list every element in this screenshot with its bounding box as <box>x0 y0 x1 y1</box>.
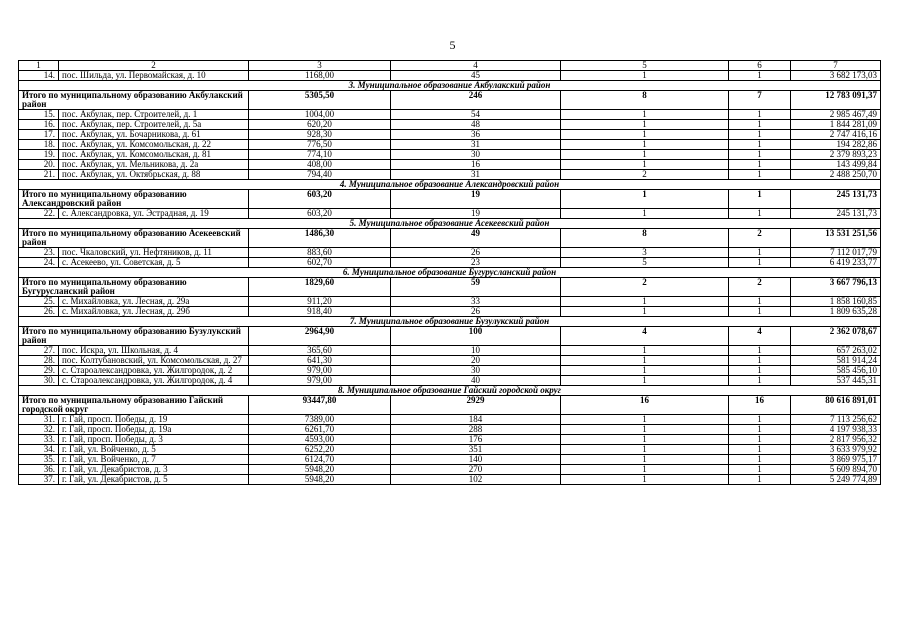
count-cell: 1 <box>561 425 729 435</box>
area-cell: 93447,80 <box>249 396 391 415</box>
count-cell: 1 <box>729 445 791 455</box>
subtotal-row <box>19 327 881 346</box>
area-cell: 911,20 <box>249 297 391 307</box>
row-number: 19. <box>19 150 59 160</box>
area-cell: 5948,20 <box>249 475 391 485</box>
count-cell: 1 <box>729 356 791 366</box>
housing-table <box>18 60 881 485</box>
address-cell: г. Гай, ул. Войченко, д. 7 <box>59 455 249 465</box>
count-cell: 2 <box>561 170 729 180</box>
section-heading-row <box>19 317 881 327</box>
count-cell: 1 <box>729 209 791 219</box>
people-cell: 48 <box>391 120 561 130</box>
address-cell: пос. Акбулак, пер. Строителей, д. 1 <box>59 110 249 120</box>
area-cell: 6124,70 <box>249 455 391 465</box>
section-heading-row <box>19 219 881 229</box>
address-cell: пос. Искра, ул. Школьная, д. 4 <box>59 346 249 356</box>
column-number: 6 <box>729 61 791 71</box>
amount-cell: 4 197 938,33 <box>791 425 881 435</box>
people-cell: 54 <box>391 110 561 120</box>
count-cell: 1 <box>729 435 791 445</box>
amount-cell: 2 985 467,49 <box>791 110 881 120</box>
amount-cell: 194 282,86 <box>791 140 881 150</box>
column-number: 3 <box>249 61 391 71</box>
amount-cell: 1 858 160,85 <box>791 297 881 307</box>
count-cell: 1 <box>729 130 791 140</box>
count-cell: 4 <box>561 327 729 346</box>
people-cell: 30 <box>391 366 561 376</box>
row-number: 24. <box>19 258 59 268</box>
address-cell: с. Александровка, ул. Эстрадная, д. 19 <box>59 209 249 219</box>
people-cell: 40 <box>391 376 561 386</box>
table-row <box>19 376 881 386</box>
people-cell: 36 <box>391 130 561 140</box>
subtotal-label: Итого по муниципальному образованию Гайский городской округ <box>19 396 249 415</box>
count-cell: 1 <box>561 120 729 130</box>
amount-cell: 3 667 796,13 <box>791 278 881 297</box>
people-cell: 31 <box>391 140 561 150</box>
people-cell: 49 <box>391 229 561 248</box>
area-cell: 603,20 <box>249 209 391 219</box>
people-cell: 31 <box>391 170 561 180</box>
count-cell: 1 <box>561 346 729 356</box>
people-cell: 10 <box>391 346 561 356</box>
area-cell: 1829,60 <box>249 278 391 297</box>
address-cell: г. Гай, ул. Декабристов, д. 3 <box>59 465 249 475</box>
subtotal-row <box>19 91 881 110</box>
people-cell: 140 <box>391 455 561 465</box>
count-cell: 1 <box>729 150 791 160</box>
table-row <box>19 248 881 258</box>
count-cell: 1 <box>729 307 791 317</box>
amount-cell: 657 263,02 <box>791 346 881 356</box>
row-number: 26. <box>19 307 59 317</box>
amount-cell: 7 113 256,62 <box>791 415 881 425</box>
count-cell: 1 <box>561 445 729 455</box>
area-cell: 1486,30 <box>249 229 391 248</box>
area-cell: 1004,00 <box>249 110 391 120</box>
table-row <box>19 140 881 150</box>
amount-cell: 5 249 774,89 <box>791 475 881 485</box>
table-row <box>19 475 881 485</box>
area-cell: 365,60 <box>249 346 391 356</box>
column-numbers-row <box>19 61 881 71</box>
people-cell: 59 <box>391 278 561 297</box>
amount-cell: 1 844 281,09 <box>791 120 881 130</box>
address-cell: г. Гай, ул. Декабристов, д. 5 <box>59 475 249 485</box>
amount-cell: 245 131,73 <box>791 190 881 209</box>
subtotal-label: Итого по муниципальному образованию Александровский район <box>19 190 249 209</box>
amount-cell: 2 488 250,70 <box>791 170 881 180</box>
section-heading-row <box>19 81 881 91</box>
row-number: 37. <box>19 475 59 485</box>
address-cell: пос. Акбулак, ул. Комсомольская, д. 81 <box>59 150 249 160</box>
area-cell: 979,00 <box>249 366 391 376</box>
table-row <box>19 425 881 435</box>
people-cell: 45 <box>391 71 561 81</box>
count-cell: 2 <box>561 278 729 297</box>
area-cell: 5305,50 <box>249 91 391 110</box>
count-cell: 1 <box>561 307 729 317</box>
count-cell: 16 <box>729 396 791 415</box>
people-cell: 2929 <box>391 396 561 415</box>
page-number: 5 <box>449 38 456 52</box>
table-row <box>19 415 881 425</box>
row-number: 22. <box>19 209 59 219</box>
section-title: 8. Муниципальное образование Гайский городской округ <box>19 386 881 396</box>
amount-cell: 6 419 233,77 <box>791 258 881 268</box>
row-number: 33. <box>19 435 59 445</box>
row-number: 15. <box>19 110 59 120</box>
address-cell: с. Староалександровка, ул. Жилгородок, д. 2 <box>59 366 249 376</box>
area-cell: 1168,00 <box>249 71 391 81</box>
amount-cell: 2 379 893,23 <box>791 150 881 160</box>
count-cell: 1 <box>561 455 729 465</box>
amount-cell: 2 747 416,16 <box>791 130 881 140</box>
section-title: 5. Муниципальное образование Асекеевский район <box>19 219 881 229</box>
count-cell: 1 <box>561 435 729 445</box>
count-cell: 1 <box>561 465 729 475</box>
people-cell: 20 <box>391 356 561 366</box>
area-cell: 928,30 <box>249 130 391 140</box>
table-row <box>19 297 881 307</box>
column-number: 1 <box>19 61 59 71</box>
people-cell: 100 <box>391 327 561 346</box>
area-cell: 6261,70 <box>249 425 391 435</box>
count-cell: 16 <box>561 396 729 415</box>
amount-cell: 143 499,84 <box>791 160 881 170</box>
people-cell: 184 <box>391 415 561 425</box>
amount-cell: 2 817 956,32 <box>791 435 881 445</box>
people-cell: 102 <box>391 475 561 485</box>
address-cell: г. Гай, просп. Победы, д. 19а <box>59 425 249 435</box>
row-number: 25. <box>19 297 59 307</box>
count-cell: 1 <box>729 248 791 258</box>
people-cell: 270 <box>391 465 561 475</box>
amount-cell: 581 914,24 <box>791 356 881 366</box>
amount-cell: 537 445,31 <box>791 376 881 386</box>
table-row <box>19 455 881 465</box>
row-number: 20. <box>19 160 59 170</box>
subtotal-label: Итого по муниципальному образованию Акбулакский район <box>19 91 249 110</box>
table-row <box>19 258 881 268</box>
table-row <box>19 356 881 366</box>
row-number: 36. <box>19 465 59 475</box>
area-cell: 774,10 <box>249 150 391 160</box>
count-cell: 1 <box>729 376 791 386</box>
amount-cell: 3 869 975,17 <box>791 455 881 465</box>
address-cell: пос. Шильда, ул. Первомайская, д. 10 <box>59 71 249 81</box>
count-cell: 1 <box>729 140 791 150</box>
count-cell: 1 <box>729 110 791 120</box>
section-title: 3. Муниципальное образование Акбулакский район <box>19 81 881 91</box>
row-number: 14. <box>19 71 59 81</box>
area-cell: 408,00 <box>249 160 391 170</box>
people-cell: 33 <box>391 297 561 307</box>
area-cell: 794,40 <box>249 170 391 180</box>
count-cell: 1 <box>561 71 729 81</box>
count-cell: 1 <box>561 160 729 170</box>
count-cell: 1 <box>561 475 729 485</box>
table-row <box>19 130 881 140</box>
section-heading-row <box>19 268 881 278</box>
people-cell: 19 <box>391 209 561 219</box>
table-row <box>19 465 881 475</box>
amount-cell: 585 456,10 <box>791 366 881 376</box>
count-cell: 1 <box>561 140 729 150</box>
count-cell: 1 <box>561 356 729 366</box>
table-row <box>19 160 881 170</box>
amount-cell: 245 131,73 <box>791 209 881 219</box>
section-heading-row <box>19 180 881 190</box>
address-cell: пос. Колтубановский, ул. Комсомольская, д. 27 <box>59 356 249 366</box>
subtotal-row <box>19 229 881 248</box>
table-row <box>19 71 881 81</box>
subtotal-row <box>19 190 881 209</box>
address-cell: с. Михайловка, ул. Лесная, д. 29а <box>59 297 249 307</box>
subtotal-row <box>19 396 881 415</box>
table-row <box>19 150 881 160</box>
count-cell: 1 <box>561 366 729 376</box>
amount-cell: 3 633 979,92 <box>791 445 881 455</box>
table-body <box>19 61 881 485</box>
count-cell: 1 <box>729 120 791 130</box>
people-cell: 26 <box>391 248 561 258</box>
count-cell: 1 <box>561 110 729 120</box>
column-number: 4 <box>391 61 561 71</box>
people-cell: 23 <box>391 258 561 268</box>
count-cell: 1 <box>561 190 729 209</box>
row-number: 17. <box>19 130 59 140</box>
count-cell: 1 <box>729 475 791 485</box>
section-title: 7. Муниципальное образование Бузулукский район <box>19 317 881 327</box>
count-cell: 1 <box>729 258 791 268</box>
address-cell: с. Михайловка, ул. Лесная, д. 29б <box>59 307 249 317</box>
count-cell: 1 <box>729 465 791 475</box>
column-number: 5 <box>561 61 729 71</box>
table-row <box>19 209 881 219</box>
subtotal-label: Итого по муниципальному образованию Бугурусланский район <box>19 278 249 297</box>
table-row <box>19 170 881 180</box>
count-cell: 8 <box>561 229 729 248</box>
address-cell: с. Асекеево, ул. Советская, д. 5 <box>59 258 249 268</box>
table-row <box>19 346 881 356</box>
address-cell: пос. Акбулак, ул. Комсомольская, д. 22 <box>59 140 249 150</box>
count-cell: 1 <box>729 190 791 209</box>
table-row <box>19 435 881 445</box>
count-cell: 8 <box>561 91 729 110</box>
amount-cell: 5 609 894,70 <box>791 465 881 475</box>
amount-cell: 2 362 078,67 <box>791 327 881 346</box>
count-cell: 1 <box>561 150 729 160</box>
row-number: 35. <box>19 455 59 465</box>
people-cell: 26 <box>391 307 561 317</box>
section-heading-row <box>19 386 881 396</box>
people-cell: 288 <box>391 425 561 435</box>
address-cell: пос. Акбулак, ул. Мельникова, д. 2а <box>59 160 249 170</box>
row-number: 31. <box>19 415 59 425</box>
area-cell: 641,30 <box>249 356 391 366</box>
table-row <box>19 366 881 376</box>
section-title: 6. Муниципальное образование Бугурусланский район <box>19 268 881 278</box>
area-cell: 4593,00 <box>249 435 391 445</box>
address-cell: пос. Акбулак, ул. Бочарникова, д. 61 <box>59 130 249 140</box>
people-cell: 246 <box>391 91 561 110</box>
count-cell: 1 <box>561 209 729 219</box>
amount-cell: 7 112 017,79 <box>791 248 881 258</box>
people-cell: 351 <box>391 445 561 455</box>
amount-cell: 1 809 635,28 <box>791 307 881 317</box>
area-cell: 620,20 <box>249 120 391 130</box>
count-cell: 1 <box>729 366 791 376</box>
table-row <box>19 445 881 455</box>
count-cell: 1 <box>729 71 791 81</box>
people-cell: 30 <box>391 150 561 160</box>
subtotal-label: Итого по муниципальному образованию Бузулукский район <box>19 327 249 346</box>
count-cell: 1 <box>729 297 791 307</box>
address-cell: г. Гай, просп. Победы, д. 19 <box>59 415 249 425</box>
area-cell: 776,50 <box>249 140 391 150</box>
people-cell: 19 <box>391 190 561 209</box>
address-cell: пос. Чкаловский, ул. Нефтяников, д. 11 <box>59 248 249 258</box>
count-cell: 7 <box>729 91 791 110</box>
area-cell: 883,60 <box>249 248 391 258</box>
amount-cell: 13 531 251,56 <box>791 229 881 248</box>
table-row <box>19 120 881 130</box>
count-cell: 1 <box>561 130 729 140</box>
address-cell: пос. Акбулак, пер. Строителей, д. 5а <box>59 120 249 130</box>
people-cell: 16 <box>391 160 561 170</box>
row-number: 30. <box>19 376 59 386</box>
address-cell: г. Гай, просп. Победы, д. 3 <box>59 435 249 445</box>
count-cell: 1 <box>729 346 791 356</box>
count-cell: 1 <box>561 415 729 425</box>
amount-cell: 3 682 173,03 <box>791 71 881 81</box>
count-cell: 1 <box>561 297 729 307</box>
row-number: 28. <box>19 356 59 366</box>
people-cell: 176 <box>391 435 561 445</box>
section-title: 4. Муниципальное образование Александровский район <box>19 180 881 190</box>
count-cell: 1 <box>729 160 791 170</box>
count-cell: 1 <box>561 376 729 386</box>
row-number: 18. <box>19 140 59 150</box>
row-number: 32. <box>19 425 59 435</box>
area-cell: 979,00 <box>249 376 391 386</box>
table-row <box>19 307 881 317</box>
count-cell: 3 <box>561 248 729 258</box>
row-number: 23. <box>19 248 59 258</box>
address-cell: пос. Акбулак, ул. Октябрьская, д. 88 <box>59 170 249 180</box>
amount-cell: 80 616 891,01 <box>791 396 881 415</box>
address-cell: с. Староалександровка, ул. Жилгородок, д. 4 <box>59 376 249 386</box>
area-cell: 603,20 <box>249 190 391 209</box>
area-cell: 918,40 <box>249 307 391 317</box>
count-cell: 2 <box>729 278 791 297</box>
area-cell: 7389,00 <box>249 415 391 425</box>
column-number: 7 <box>791 61 881 71</box>
count-cell: 1 <box>729 455 791 465</box>
row-number: 16. <box>19 120 59 130</box>
subtotal-label: Итого по муниципальному образованию Асекеевский район <box>19 229 249 248</box>
row-number: 21. <box>19 170 59 180</box>
column-number: 2 <box>59 61 249 71</box>
amount-cell: 12 783 091,37 <box>791 91 881 110</box>
row-number: 29. <box>19 366 59 376</box>
count-cell: 2 <box>729 229 791 248</box>
count-cell: 1 <box>729 425 791 435</box>
area-cell: 5948,20 <box>249 465 391 475</box>
subtotal-row <box>19 278 881 297</box>
row-number: 34. <box>19 445 59 455</box>
count-cell: 4 <box>729 327 791 346</box>
table-row <box>19 110 881 120</box>
count-cell: 5 <box>561 258 729 268</box>
area-cell: 6252,20 <box>249 445 391 455</box>
count-cell: 1 <box>729 415 791 425</box>
area-cell: 602,70 <box>249 258 391 268</box>
address-cell: г. Гай, ул. Войченко, д. 5 <box>59 445 249 455</box>
count-cell: 1 <box>729 170 791 180</box>
area-cell: 2964,90 <box>249 327 391 346</box>
row-number: 27. <box>19 346 59 356</box>
